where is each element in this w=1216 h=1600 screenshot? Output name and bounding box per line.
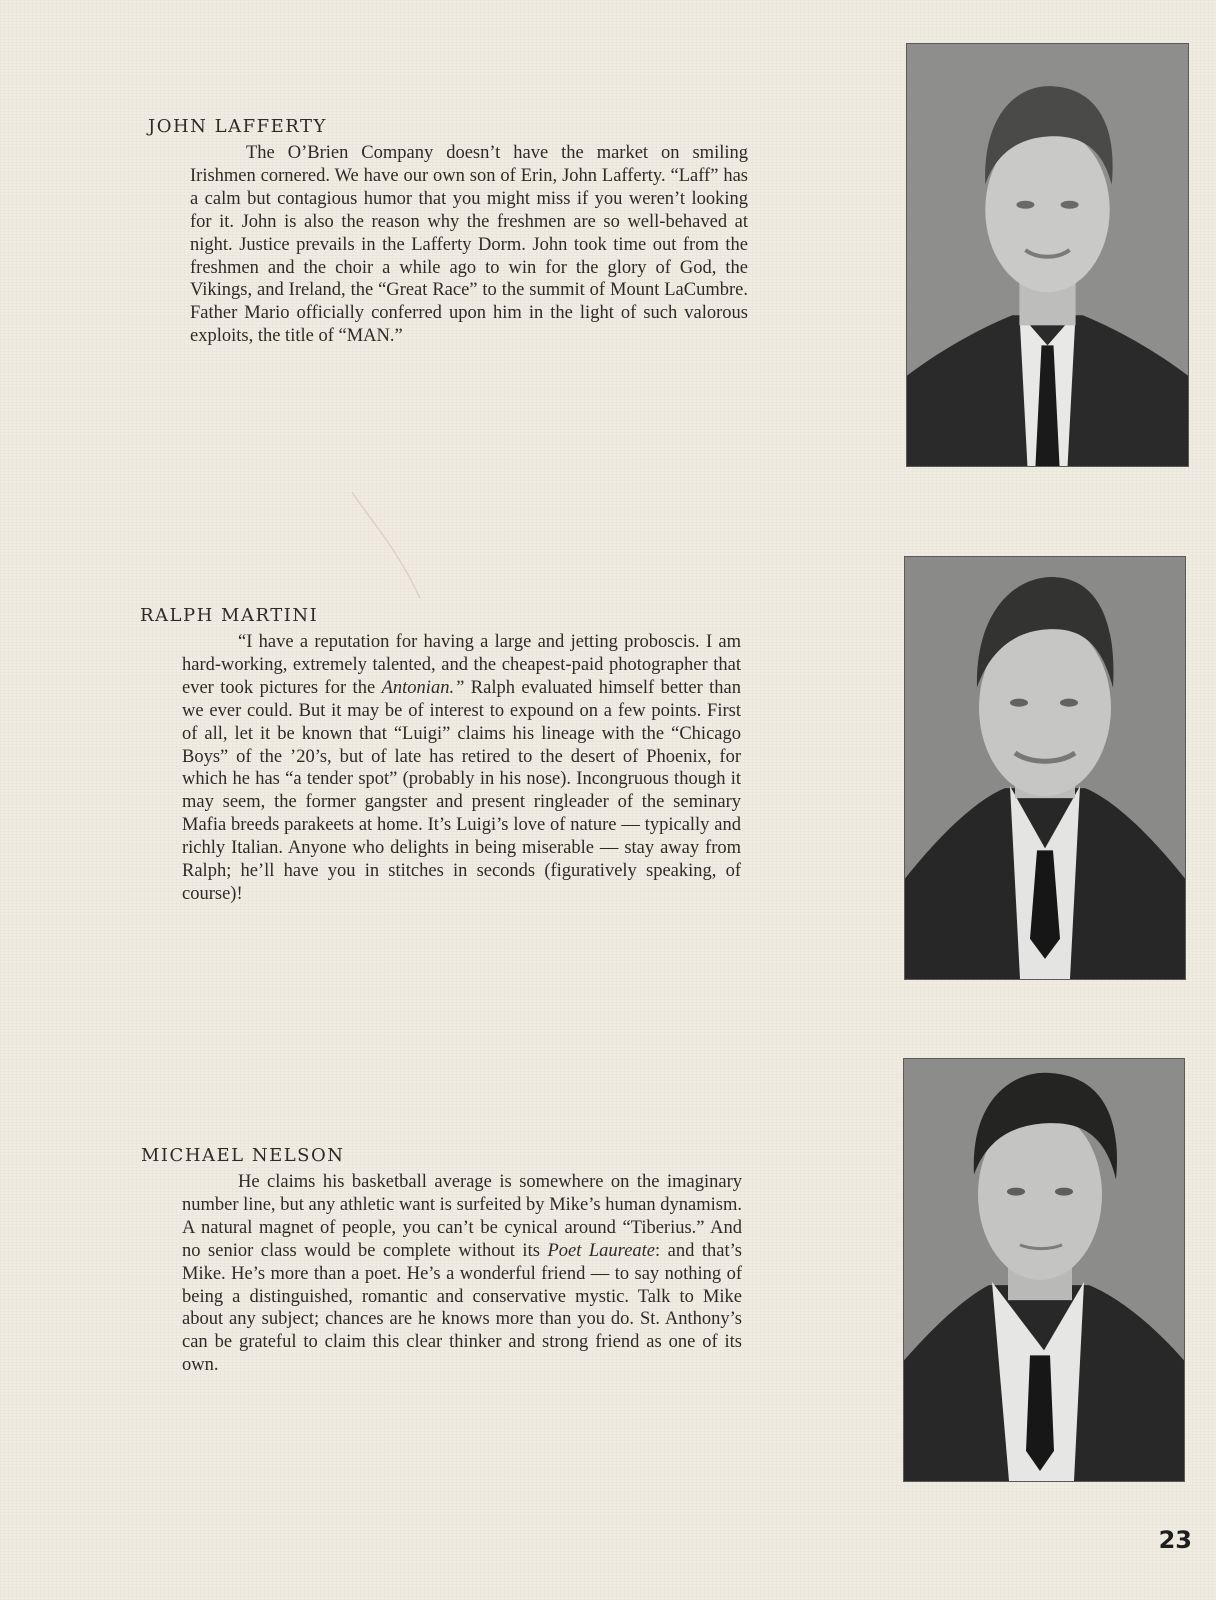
bio-italic-text: Poet Laureate: [547, 1240, 655, 1261]
entry-bio: [182, 631, 741, 906]
bio-text: He claims his basketball average is somewhere on the imaginary number line, but any athletic want is surfeited by Mike’s human dynamism. A natural magnet of people, you can’t be cynical around “Tiberius.” And no senior class would be complete without its: [182, 1172, 742, 1261]
portrait-photo: [903, 1058, 1185, 1482]
entry-bio: [182, 1171, 742, 1377]
bio-text: The O’Brien Company doesn’t have the market on smiling Irishmen cornered. We have our own son of Erin, John Lafferty. “Laff” has a calm but contagious humor that you might miss if you weren’t looking for it. John is also the reason why the freshmen are so well-behaved at night. Justice prevails in the Lafferty Dorm. John took time out from the freshmen and the choir a while ago to win for the glory of God, the Vikings, and Ireland, the “Great Race” to the summit of Mount LaCumbre. Father Mario officially conferred upon him in the light of such valorous exploits, the title of “MAN.”: [190, 143, 748, 347]
portrait-photo: [906, 43, 1189, 467]
bio-text: “I have a reputation for having a large and jetting proboscis. I am hard-working, extremely talented, and the cheapest-paid photographer that ever took pictures for the: [182, 632, 741, 698]
entry-name: MICHAEL NELSON: [141, 1145, 345, 1166]
portrait-photo-image: [905, 557, 1185, 979]
portrait-photo: [904, 556, 1186, 980]
portrait-photo-image: [907, 44, 1188, 466]
entry-name: JOHN LAFFERTY: [148, 116, 327, 137]
bio-italic-text: Antonian.”: [381, 677, 465, 698]
bio-text-rest: : and that’s Mike. He’s more than a poet. He’s a wonderful friend — to say nothing of being a distinguished, romantic and conservative mystic. Talk to Mike about any subject; chances are he knows more than you do. St. Anthony’s can be grateful to claim this clear thinker and strong friend as one of its own.: [182, 1240, 742, 1376]
entry-name: RALPH MARTINI: [140, 605, 319, 626]
entry-bio: [190, 142, 748, 348]
page-crease: [350, 490, 440, 600]
page-number: 23: [1158, 1526, 1192, 1554]
portrait-photo-image: [904, 1059, 1184, 1481]
bio-text-rest: Ralph evaluated himself better than we ever could. But it may be of interest to expound on a few points. First of all, let it be known that “Luigi” claims his lineage with the “Chicago Boys” of the ’20’s, but of late has retired to the desert of Phoenix, for which he has “a tender spot” (probably in his nose). Incongruous though it may seem, the former gangster and present ringleader of the seminary Mafia breeds parakeets at home. It’s Luigi’s love of nature — typically and richly Italian. Anyone who delights in being miserable — stay away from Ralph; he’ll have you in stitches in seconds (figuratively speaking, of course)!: [182, 677, 742, 904]
